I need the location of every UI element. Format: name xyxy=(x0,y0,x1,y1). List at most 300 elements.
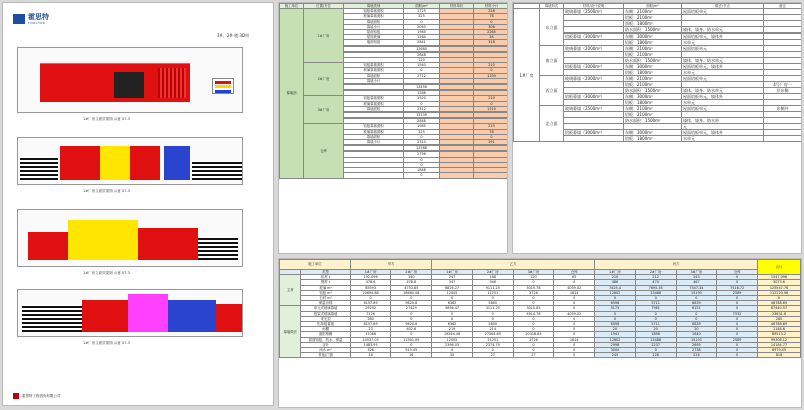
header-company-a: 甲方 xyxy=(350,260,431,270)
facade-hatch xyxy=(20,156,58,180)
value-cell: 20694.88 xyxy=(350,290,391,295)
building-cell: 1#厂房 xyxy=(514,9,540,142)
elevation-drawing-3 xyxy=(17,209,243,267)
item-cell: 玻璃幕墙面积 xyxy=(344,129,404,134)
value-cell: 3015.85 xyxy=(513,306,554,311)
column-header: 备注 xyxy=(764,4,802,9)
value-cell: 0 xyxy=(554,332,595,337)
elevation-cell: 东立面 xyxy=(540,9,564,46)
value-cell: 226 xyxy=(635,353,676,358)
area-cell: 铝板：2100m² xyxy=(624,52,682,58)
subtotal-cell: 0 xyxy=(474,134,509,139)
value-cell: 0 xyxy=(595,316,636,321)
value-cell: 27 xyxy=(513,353,554,358)
method-cell: 水单元 xyxy=(682,100,764,106)
value-cell: 214 xyxy=(472,327,513,332)
value-cell: 35 xyxy=(432,353,473,358)
elevation-caption-3: 1#厂房立面效果图 示意 07-3 xyxy=(83,271,130,275)
item-cell: 玻璃幕墙面积 xyxy=(344,101,404,106)
value-cell: 65593 xyxy=(350,285,391,290)
facade-type-cell: 玻璃幕墙（2000m²） xyxy=(564,46,624,52)
value-cell: 0 xyxy=(717,353,758,358)
subtotal-cell: 1250 xyxy=(474,73,509,78)
value-cell: 1814 xyxy=(554,290,595,295)
area-cell: 0 xyxy=(404,134,440,139)
value-cell: 5173 xyxy=(595,306,636,311)
value-cell: 0 xyxy=(513,301,554,306)
footer-company: 霍思特工程咨询有限公司 xyxy=(22,393,61,398)
row-label-cell: 玻璃 m² xyxy=(301,285,350,290)
item-cell: 幕墙小计 xyxy=(344,24,404,29)
area-cell: 铝板：1800m² xyxy=(624,70,682,76)
value-cell: 5019.76 xyxy=(513,285,554,290)
elevation-caption-4: 1#厂房立面效果图 示意 07-3 xyxy=(83,341,130,345)
area-cell: 1288 xyxy=(404,91,440,96)
area-cell: 防水面积：1500m² xyxy=(624,118,682,124)
area-cell: 防水面积：1500m² xyxy=(624,58,682,64)
value-cell: 20 xyxy=(635,327,676,332)
facade-type-cell: 铝板幕墙（3000m²） xyxy=(564,34,624,40)
remark-cell: 东侧外 xyxy=(764,106,802,112)
table-row xyxy=(280,353,801,358)
elevation-drawing-2 xyxy=(17,137,243,185)
value-cell: 0 xyxy=(432,348,473,353)
area-cell: 1985 xyxy=(404,30,440,35)
area-cell: 东侧：2100m² xyxy=(624,106,682,112)
facade-blue-zone xyxy=(168,300,216,332)
area-cell: 12588 xyxy=(404,146,440,151)
company-logo xyxy=(13,13,49,25)
value-cell: 120 xyxy=(513,275,554,280)
value-cell: 23 xyxy=(350,327,391,332)
value-cell: 6839 xyxy=(676,301,717,306)
row-label-cell: 铝单板幕墙 xyxy=(301,322,350,327)
value-cell: 3726 xyxy=(513,290,554,295)
area-cell: 1725 xyxy=(404,9,440,14)
column-header: 3#厂房 xyxy=(676,270,717,275)
column-header: 1#厂房 xyxy=(350,270,391,275)
value-cell: 2396.03 xyxy=(432,342,473,347)
item-cell: 屋面铝板 xyxy=(344,30,404,35)
facade-description-panel xyxy=(512,2,802,254)
item-cell: 玻璃幕墙面积 xyxy=(344,68,404,73)
facade-hatch xyxy=(198,236,238,260)
method-cell: 屋面铝板单元 xyxy=(682,9,764,15)
value-cell: 0 xyxy=(554,316,595,321)
column-header: 2#厂房 xyxy=(391,270,432,275)
value-cell: 210 xyxy=(595,275,636,280)
value-cell: 0 xyxy=(554,322,595,327)
value-cell: 5656.47 xyxy=(432,306,473,311)
value-cell: 0 xyxy=(717,301,758,306)
value-cell: 7547.34 xyxy=(676,285,717,290)
value-cell: 0 xyxy=(472,316,513,321)
row-label-cell: 钢材 t xyxy=(301,280,350,285)
value-cell: 0 xyxy=(513,280,554,285)
value-cell: 6362 xyxy=(432,301,473,306)
logo-en-text: FORSTER xyxy=(28,21,46,25)
method-cell: 屋面铝板单元，墙体外 xyxy=(682,34,764,40)
value-cell: 23631.8 xyxy=(757,311,800,316)
value-cell: 0 xyxy=(595,296,636,301)
facade-description-table xyxy=(513,3,802,142)
value-cell: 12802 xyxy=(595,337,636,342)
value-cell: 1148.6 xyxy=(757,327,800,332)
value-cell: 280 xyxy=(757,316,800,321)
header-total: 合计 xyxy=(757,260,800,275)
row-label-cell: 雨棚 xyxy=(301,327,350,332)
item-cell xyxy=(344,173,404,178)
facade-aluminum-panel xyxy=(130,146,160,180)
item-cell: 幕墙面积 xyxy=(344,106,404,111)
method-cell: 屋面铝板单元 xyxy=(682,106,764,112)
value-cell: 0 xyxy=(717,348,758,353)
row-label-cell: 铝板 m² xyxy=(301,290,350,295)
area-cell: 东侧：3000m² xyxy=(624,34,682,40)
column-header: 1#厂房 xyxy=(595,270,636,275)
value-cell: 0 xyxy=(350,296,391,301)
column-header: 仓库 xyxy=(717,270,758,275)
item-cell: 幕墙小计 xyxy=(344,140,404,145)
row-label-cell: 雨水 m² xyxy=(301,348,350,353)
item-cell: 墙面铝板 xyxy=(344,40,404,45)
value-cell: 0 xyxy=(472,311,513,316)
group-cell: 主材 xyxy=(280,275,301,306)
facade-glass-curtain xyxy=(114,72,144,98)
header-company-c: 丙方 xyxy=(595,260,758,270)
elevation-drawing-1 xyxy=(17,47,243,113)
method-cell: 屋面铝板单元 xyxy=(682,46,764,52)
value-cell: 0 xyxy=(717,322,758,327)
column-header: 幕墙形式 xyxy=(540,4,564,9)
header-company-b: 乙方 xyxy=(432,260,595,270)
item-cell: 铝板幕墙面积 xyxy=(344,124,404,129)
value-cell: 0 xyxy=(554,348,595,353)
value-cell: 29292 xyxy=(350,306,391,311)
page-header-note: 3#、2#-楼 3D图 xyxy=(216,33,249,38)
value-cell: 0 xyxy=(635,348,676,353)
subtotal-cell: 1210 xyxy=(474,106,509,111)
column-header: 1#厂房 xyxy=(432,270,473,275)
column-header: 类型 xyxy=(301,270,350,275)
row-label-cell: 框架式玻璃幕墙 xyxy=(301,311,350,316)
value-cell: 0 xyxy=(513,342,554,347)
subtotal-cell: 2265 xyxy=(474,30,509,35)
remark-cell xyxy=(764,136,802,142)
column-header: 做法/节点 xyxy=(682,4,764,9)
item-cell: 玻璃幕墙面积 xyxy=(344,14,404,19)
roof-edge xyxy=(40,60,190,64)
subtotal-cell xyxy=(474,173,509,178)
area-cell: 面板：1800m² xyxy=(624,21,682,27)
facade-hatch xyxy=(22,304,82,332)
value-cell: 0 xyxy=(635,311,676,316)
area-cell: 325 xyxy=(404,14,440,19)
value-cell: 1483.95 xyxy=(350,342,391,347)
value-cell: 11901.09 xyxy=(391,337,432,342)
elevation-caption-2: 1#厂房立面效果图 示意 07-3 xyxy=(83,189,130,193)
area-cell: 东侧：3000m² xyxy=(624,64,682,70)
facade-type-cell: 铝板幕墙（3000m²） xyxy=(564,94,624,100)
subtotal-cell: 0 xyxy=(474,19,509,24)
value-cell: 11251 xyxy=(472,290,513,295)
subtotal-cell: 318 xyxy=(474,40,509,45)
value-cell: 46788.69 xyxy=(757,301,800,306)
value-cell: 6157.89 xyxy=(350,322,391,327)
method-cell: 墙体、墙身、防水单元 xyxy=(682,88,764,94)
building-cell: 仓库 xyxy=(304,124,344,178)
subtotal-cell: 210 xyxy=(474,63,509,68)
building-cell: 2#厂房 xyxy=(304,63,344,96)
value-cell: 0 xyxy=(391,316,432,321)
facade-aluminum-panel xyxy=(28,232,68,260)
subtotal-cell: 24 xyxy=(474,35,509,40)
row-label-cell: 其他/门窗 xyxy=(301,353,350,358)
method-cell: 水单元 xyxy=(682,70,764,76)
value-cell: 219 xyxy=(432,327,473,332)
value-cell: 226 xyxy=(676,353,717,358)
area-cell: 2841 xyxy=(404,40,440,45)
elevation-drawing-4 xyxy=(17,289,243,337)
value-cell: 2589 xyxy=(717,290,758,295)
area-cell: 东侧：2100m² xyxy=(624,46,682,52)
value-cell: 486 xyxy=(595,280,636,285)
value-cell: 5711 xyxy=(635,322,676,327)
building-cell: 1#厂房 xyxy=(304,9,344,63)
row-label-cell: 铝材 t xyxy=(301,275,350,280)
value-cell: 3726 xyxy=(513,337,554,342)
value-cell: 0 xyxy=(391,332,432,337)
facade-louver xyxy=(158,68,186,98)
area-cell: 1520 xyxy=(404,96,440,101)
value-cell: 212 xyxy=(635,275,676,280)
value-cell: 5800 xyxy=(472,301,513,306)
facade-aluminum-panel xyxy=(60,146,100,180)
value-cell: 0 xyxy=(513,322,554,327)
value-cell: 0 xyxy=(554,280,595,285)
method-cell: 屋面铝板单元 xyxy=(682,76,764,82)
column-header: 材料小计 xyxy=(474,4,509,9)
value-cell: 2738 xyxy=(676,348,717,353)
area-cell: 1985 xyxy=(404,124,440,129)
value-cell: 20318.83 xyxy=(513,332,554,337)
value-cell: 1814 xyxy=(554,337,595,342)
subtotal-cell: 291 xyxy=(474,140,509,145)
value-cell: 4059.02 xyxy=(554,311,595,316)
value-cell: 9620.8 xyxy=(391,322,432,327)
value-cell: 4914.78 xyxy=(513,311,554,316)
subtotal-cell: 76 xyxy=(474,129,509,134)
value-cell: 9111.25 xyxy=(472,285,513,290)
value-cell: 6598 xyxy=(595,322,636,327)
value-cell: 346 xyxy=(472,280,513,285)
area-cell: 东侧：2100m² xyxy=(624,76,682,82)
value-cell: 326 xyxy=(350,348,391,353)
value-cell: 818 xyxy=(757,353,800,358)
value-cell: 65 xyxy=(554,275,595,280)
value-cell: 6157.89 xyxy=(350,301,391,306)
value-cell: 0 xyxy=(432,316,473,321)
value-cell: 12005 xyxy=(432,290,473,295)
document-page xyxy=(2,2,274,406)
value-cell: 6362 xyxy=(432,322,473,327)
value-cell: 0 xyxy=(676,296,717,301)
item-cell: 幕墙面积 xyxy=(344,19,404,24)
value-cell: 243 xyxy=(676,275,717,280)
method-cell: 水单元 xyxy=(682,40,764,46)
value-cell: 20 xyxy=(595,327,636,332)
value-cell: 280 xyxy=(350,316,391,321)
value-cell: 0 xyxy=(554,353,595,358)
row-label-cell: 屋面铝板、防水、保温 xyxy=(301,337,350,342)
value-cell: 192.096 xyxy=(350,275,391,280)
area-cell: 2310 xyxy=(404,140,440,145)
footer-mark-icon xyxy=(13,393,19,399)
value-cell: 7532 xyxy=(717,311,758,316)
area-cell: 1264 xyxy=(404,35,440,40)
value-cell: 19264.48 xyxy=(432,332,473,337)
value-cell: 0 xyxy=(513,296,554,301)
value-cell: 7126 xyxy=(350,311,391,316)
area-cell: 13139 xyxy=(404,113,440,118)
subtotal-cell: 210 xyxy=(474,96,509,101)
subtotal-cell: 0 xyxy=(474,68,509,73)
area-cell: 铝板：1800m² xyxy=(624,40,682,46)
area-cell: 铝板：1800m² xyxy=(624,136,682,142)
value-cell: 0 xyxy=(432,311,473,316)
value-cell: 5800 xyxy=(472,322,513,327)
area-cell: 13456 xyxy=(404,85,440,90)
column-header: 幕墙类别 xyxy=(344,4,404,9)
value-cell: 2998 xyxy=(595,342,636,347)
value-cell: 0 xyxy=(472,296,513,301)
row-label-cell: 遮阳格栅 xyxy=(301,332,350,337)
value-cell: 478.8 xyxy=(350,280,391,285)
column-header: 材料单价 xyxy=(440,4,474,9)
facade-type-cell xyxy=(564,136,624,142)
value-cell: 0 xyxy=(635,296,676,301)
value-cell: 112220.96 xyxy=(757,290,800,295)
elevation-cell: 北立面 xyxy=(540,106,564,142)
value-cell: 0 xyxy=(513,327,554,332)
material-table xyxy=(279,3,508,179)
value-cell: 0 xyxy=(391,296,432,301)
area-cell: 铝板：2100m² xyxy=(624,15,682,21)
value-cell: 27 xyxy=(472,353,513,358)
value-cell: 0 xyxy=(717,327,758,332)
area-cell: 0 xyxy=(404,162,440,167)
area-cell: 2848 xyxy=(404,119,440,124)
area-cell: 12680 xyxy=(404,46,440,51)
value-cell: 3000 xyxy=(595,348,636,353)
value-cell: 347 xyxy=(432,280,473,285)
area-cell: 2312 xyxy=(404,106,440,111)
value-cell: 0 xyxy=(635,316,676,321)
value-cell: 13488 xyxy=(635,337,676,342)
method-cell: 墙体、墙身、防水单 xyxy=(682,118,764,124)
value-cell: 632.6 xyxy=(391,327,432,332)
value-cell: 0 xyxy=(717,280,758,285)
value-cell: 9620.8 xyxy=(391,301,432,306)
area-cell: 0 xyxy=(404,173,440,178)
value-cell: 12802 xyxy=(595,290,636,295)
facade-magenta-zone xyxy=(128,294,168,332)
value-cell: 2695 xyxy=(676,342,717,347)
method-cell: 水单元 xyxy=(682,136,764,142)
material-table-panel xyxy=(278,2,508,254)
subtotal-cell: 215 xyxy=(474,124,509,129)
value-cell: 13488 xyxy=(635,290,676,295)
area-cell: 铝板：2100m² xyxy=(624,112,682,118)
value-cell: 0 xyxy=(717,342,758,347)
value-cell: 915.45 xyxy=(391,348,432,353)
facade-type-cell: 玻璃幕墙（2500m²） xyxy=(564,9,624,15)
column-header: 2#厂房 xyxy=(635,270,676,275)
value-cell: 7695.35 xyxy=(635,285,676,290)
value-cell: 4753.65 xyxy=(391,285,432,290)
row-label-cell: 采光顶 xyxy=(301,316,350,321)
subtotal-cell: 0 xyxy=(474,101,509,106)
method-cell: 墙体、墙身、防水单元 xyxy=(682,58,764,64)
area-cell: 0 xyxy=(404,68,440,73)
value-cell: 11251 xyxy=(472,337,513,342)
remark-cell: 4号厂房一 xyxy=(764,82,802,88)
area-cell: 0 xyxy=(404,157,440,162)
value-cell: 14184.77 xyxy=(757,342,800,347)
column-header: 3#厂房 xyxy=(513,270,554,275)
item-cell: 铝板幕墙面积 xyxy=(344,9,404,14)
value-cell: 0 xyxy=(554,342,595,347)
facade-yellow-zone xyxy=(68,220,138,260)
value-cell: 4059.02 xyxy=(554,285,595,290)
method-cell: 屋面铝板单元，墙体外 xyxy=(682,64,764,70)
value-cell: 99306.12 xyxy=(757,337,800,342)
value-cell: 0 xyxy=(676,316,717,321)
value-cell: 2374.79 xyxy=(472,342,513,347)
value-cell: 0 xyxy=(717,316,758,321)
value-cell: 15193 xyxy=(676,337,717,342)
value-cell: 5711 xyxy=(635,301,676,306)
row-label-cell: 石材 m² xyxy=(301,296,350,301)
building-cell: 3#厂房 xyxy=(304,96,344,124)
area-cell: 1848 xyxy=(404,168,440,173)
item-cell: 铝板幕墙面积 xyxy=(344,63,404,68)
area-cell: 东侧：3000m² xyxy=(624,94,682,100)
value-cell: 89513.2 xyxy=(757,332,800,337)
value-cell: 0 xyxy=(717,306,758,311)
value-cell: 0 xyxy=(554,301,595,306)
item-cell: 幕墙小计 xyxy=(344,78,404,83)
column-header: 面积/m² xyxy=(404,4,440,9)
elevation-cell: 南立面 xyxy=(540,46,564,76)
value-cell: 0 xyxy=(595,311,636,316)
elevation-legend xyxy=(212,78,234,94)
method-cell: 墙体、墙身、防水单元 xyxy=(682,27,764,33)
elevation-cell: 西立面 xyxy=(540,76,564,106)
value-cell: 0 xyxy=(391,311,432,316)
value-cell: 0 xyxy=(391,342,432,347)
summary-table xyxy=(279,259,801,358)
value-cell: 0 xyxy=(554,306,595,311)
item-cell: 幕墙面积 xyxy=(344,134,404,139)
method-cell: 屋面铝板单元，墙体外 xyxy=(682,130,764,136)
area-cell: 东侧：3000m² xyxy=(624,130,682,136)
value-cell: 1640 xyxy=(676,332,717,337)
value-cell: 6826.27 xyxy=(432,285,473,290)
elevation-caption-1: 1#厂房立面效果图 示意 07-3 xyxy=(83,117,130,121)
value-cell: 1941 xyxy=(595,332,636,337)
area-cell: 0 xyxy=(404,101,440,106)
